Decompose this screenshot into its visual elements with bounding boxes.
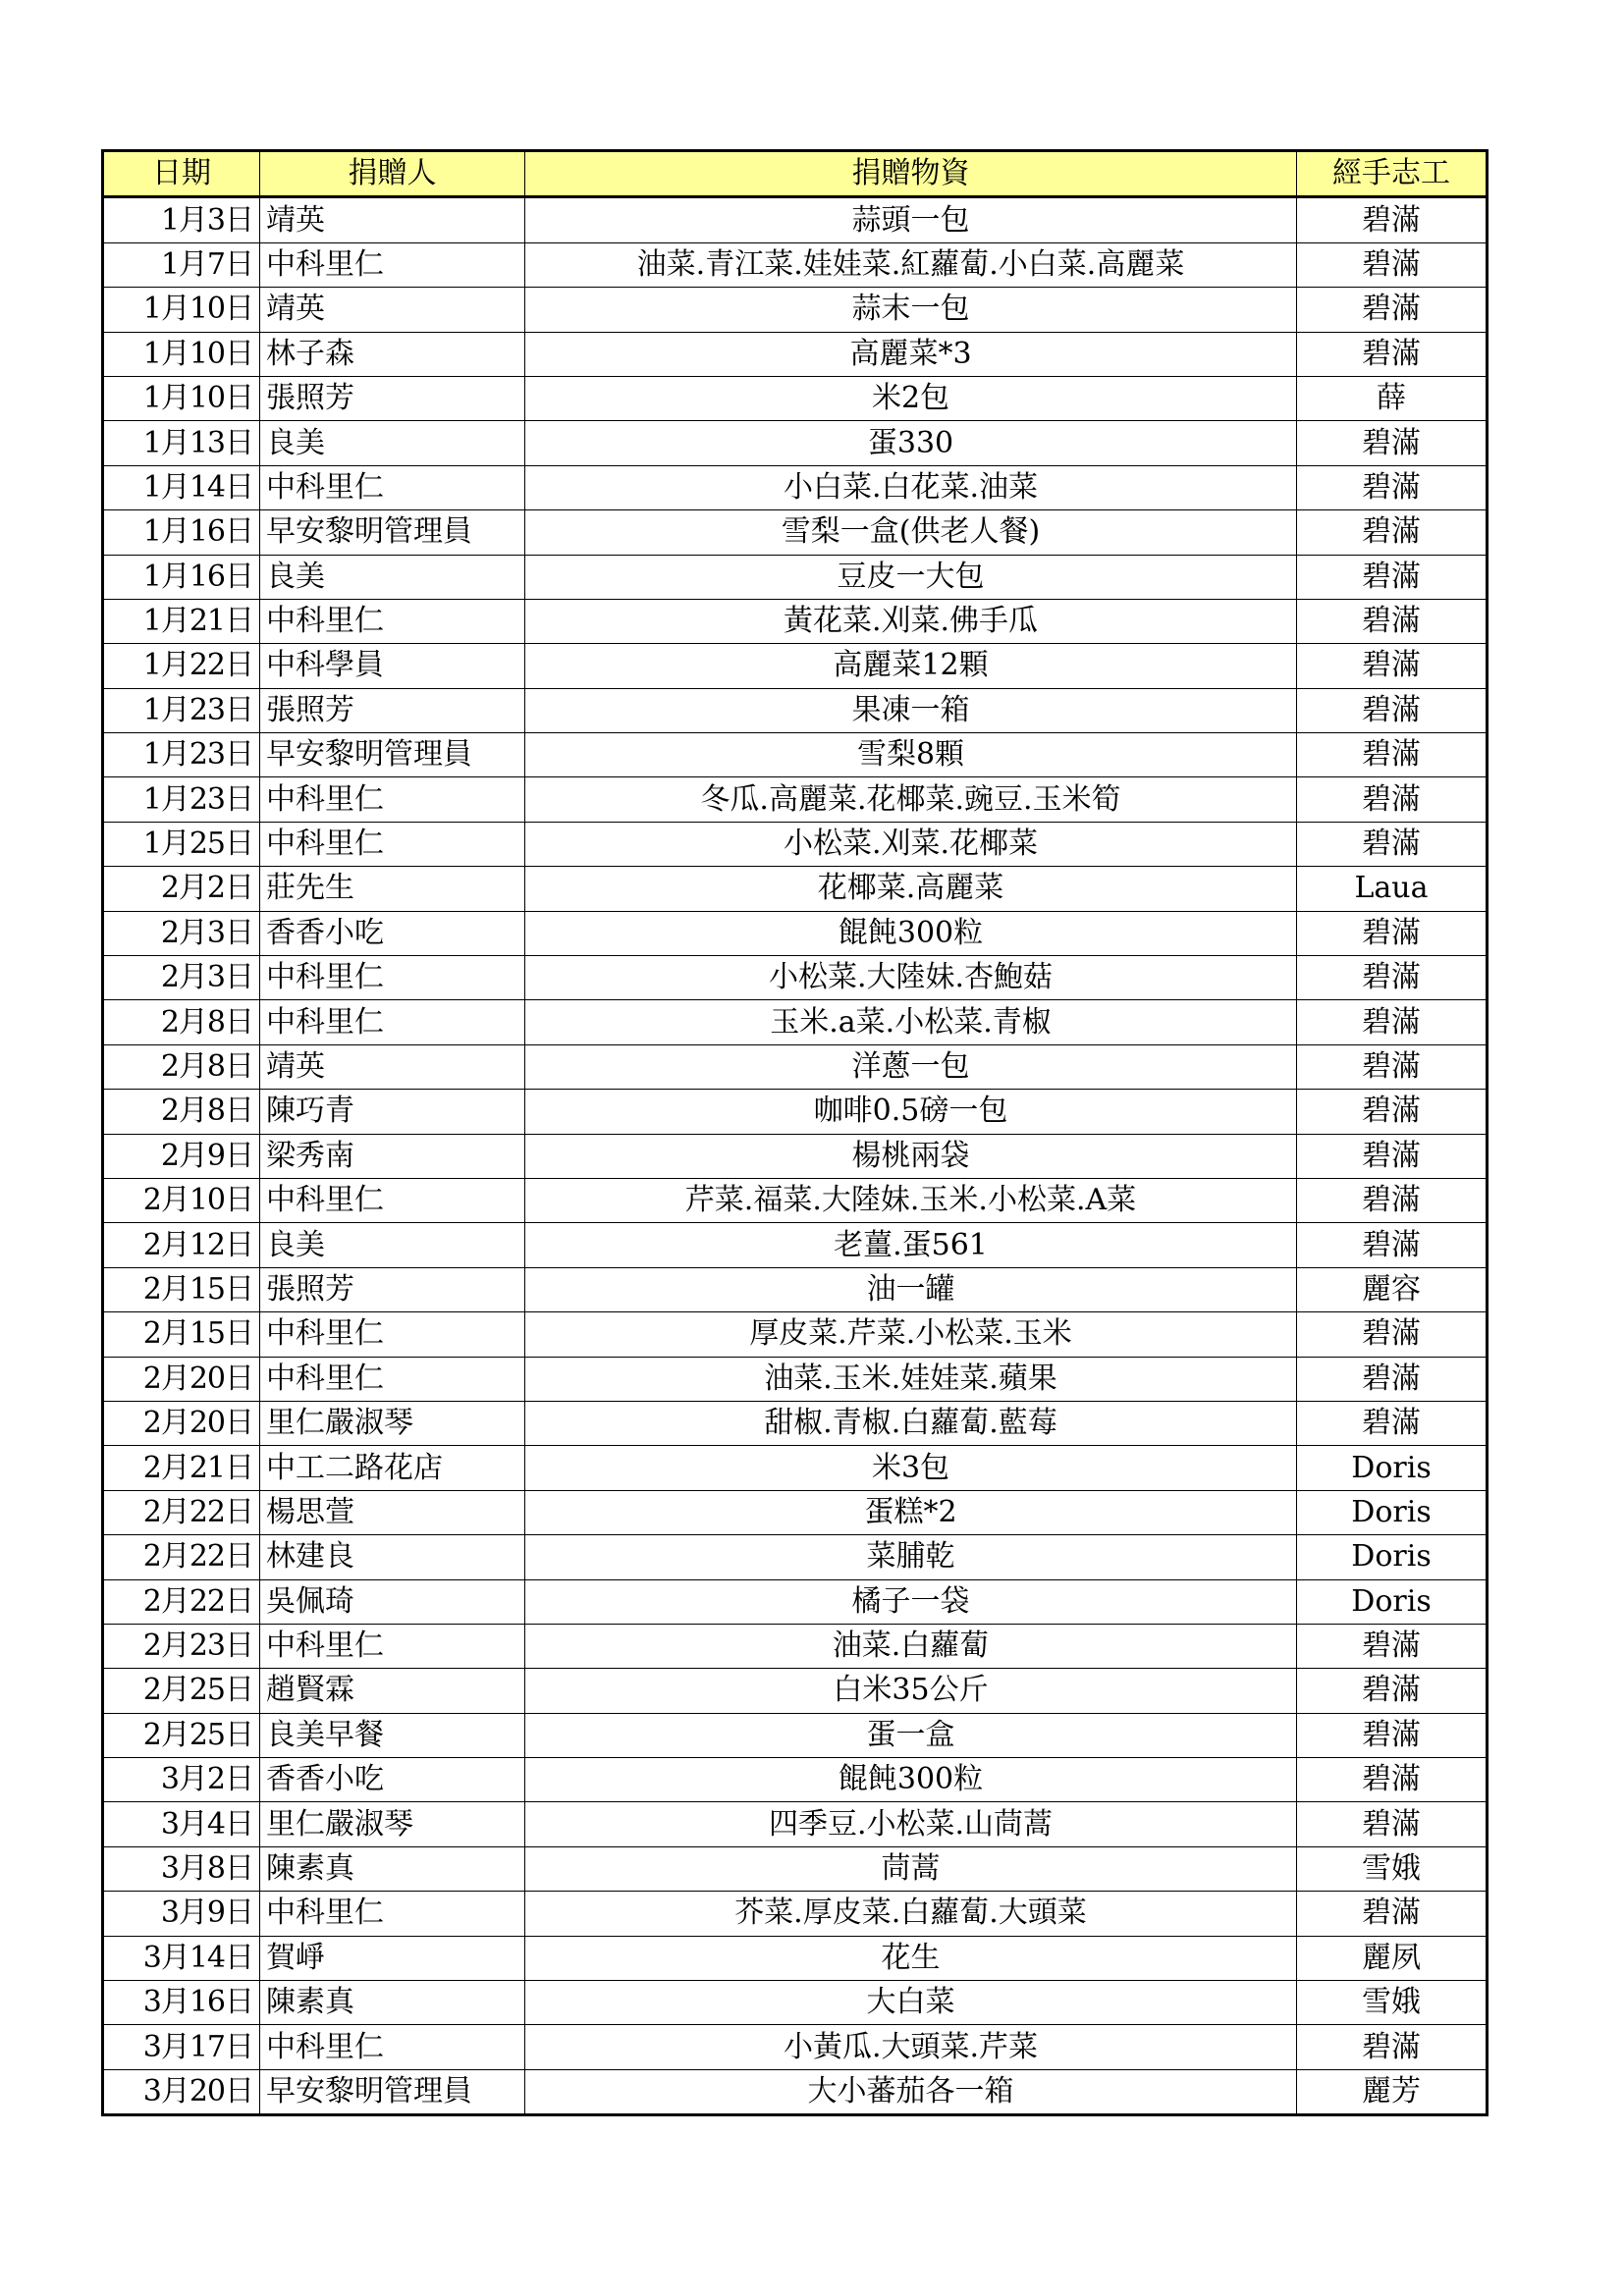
donor-cell: 中科里仁 xyxy=(260,822,525,866)
table-row xyxy=(103,1000,1488,1044)
date-cell: 3月9日 xyxy=(103,1892,260,1936)
volunteer-cell: Laua xyxy=(1297,867,1488,911)
donor-cell: 陳巧青 xyxy=(260,1090,525,1134)
date-cell: 2月25日 xyxy=(103,1669,260,1713)
donor-cell: 楊思萱 xyxy=(260,1490,525,1534)
table-row xyxy=(103,1178,1488,1222)
donor-cell: 中科里仁 xyxy=(260,956,525,1000)
donor-cell: 林建良 xyxy=(260,1535,525,1579)
items-cell: 冬瓜.高麗菜.花椰菜.豌豆.玉米筍 xyxy=(525,777,1297,822)
volunteer-cell: 碧滿 xyxy=(1297,1223,1488,1267)
items-cell: 高麗菜12顆 xyxy=(525,644,1297,688)
items-cell: 油一罐 xyxy=(525,1267,1297,1311)
table-row xyxy=(103,1802,1488,1846)
items-cell: 小白菜.白花菜.油菜 xyxy=(525,465,1297,509)
date-cell: 3月2日 xyxy=(103,1758,260,1802)
table-row xyxy=(103,1981,1488,2025)
table-row xyxy=(103,1223,1488,1267)
volunteer-cell: 碧滿 xyxy=(1297,242,1488,287)
table-row xyxy=(103,644,1488,688)
volunteer-cell: 碧滿 xyxy=(1297,911,1488,955)
volunteer-cell: 麗容 xyxy=(1297,1267,1488,1311)
donor-cell: 早安黎明管理員 xyxy=(260,510,525,555)
header-date: 日期 xyxy=(103,151,260,197)
items-cell: 白米35公斤 xyxy=(525,1669,1297,1713)
donor-cell: 早安黎明管理員 xyxy=(260,733,525,777)
donor-cell: 陳素真 xyxy=(260,1981,525,2025)
donor-cell: 靖英 xyxy=(260,288,525,332)
items-cell: 油菜.青江菜.娃娃菜.紅蘿蔔.小白菜.高麗菜 xyxy=(525,242,1297,287)
items-cell: 菜脯乾 xyxy=(525,1535,1297,1579)
volunteer-cell: 麗夙 xyxy=(1297,1936,1488,1980)
items-cell: 蛋糕*2 xyxy=(525,1490,1297,1534)
donation-table xyxy=(101,149,1489,2116)
items-cell: 油菜.玉米.娃娃菜.蘋果 xyxy=(525,1357,1297,1401)
date-cell: 2月23日 xyxy=(103,1624,260,1668)
volunteer-cell: 碧滿 xyxy=(1297,1802,1488,1846)
donor-cell: 中科里仁 xyxy=(260,1312,525,1357)
date-cell: 2月15日 xyxy=(103,1312,260,1357)
table-row xyxy=(103,1490,1488,1534)
table-row xyxy=(103,332,1488,376)
table-row xyxy=(103,1090,1488,1134)
volunteer-cell: 碧滿 xyxy=(1297,822,1488,866)
items-cell: 餛飩300粒 xyxy=(525,911,1297,955)
table-row xyxy=(103,599,1488,643)
table-row xyxy=(103,1446,1488,1490)
date-cell: 2月12日 xyxy=(103,1223,260,1267)
date-cell: 1月23日 xyxy=(103,688,260,732)
date-cell: 1月16日 xyxy=(103,510,260,555)
volunteer-cell: 薛 xyxy=(1297,376,1488,420)
donor-cell: 中科里仁 xyxy=(260,599,525,643)
donor-cell: 香香小吃 xyxy=(260,911,525,955)
donor-cell: 中科里仁 xyxy=(260,1000,525,1044)
volunteer-cell: 麗芳 xyxy=(1297,2069,1488,2114)
items-cell: 豆皮一大包 xyxy=(525,555,1297,599)
table-row xyxy=(103,867,1488,911)
volunteer-cell: 碧滿 xyxy=(1297,1090,1488,1134)
items-cell: 黃花菜.刈菜.佛手瓜 xyxy=(525,599,1297,643)
donor-cell: 中科里仁 xyxy=(260,1624,525,1668)
volunteer-cell: 碧滿 xyxy=(1297,197,1488,242)
table-row xyxy=(103,1134,1488,1178)
volunteer-cell: 碧滿 xyxy=(1297,733,1488,777)
table-row xyxy=(103,2069,1488,2114)
date-cell: 2月8日 xyxy=(103,1044,260,1089)
date-cell: 2月8日 xyxy=(103,1090,260,1134)
table-row xyxy=(103,1579,1488,1624)
date-cell: 2月22日 xyxy=(103,1490,260,1534)
table-row xyxy=(103,1401,1488,1445)
volunteer-cell: 碧滿 xyxy=(1297,777,1488,822)
date-cell: 2月20日 xyxy=(103,1401,260,1445)
volunteer-cell: 碧滿 xyxy=(1297,465,1488,509)
items-cell: 花生 xyxy=(525,1936,1297,1980)
donor-cell: 良美 xyxy=(260,1223,525,1267)
items-cell: 四季豆.小松菜.山茼蒿 xyxy=(525,1802,1297,1846)
date-cell: 1月13日 xyxy=(103,421,260,465)
table-row xyxy=(103,1624,1488,1668)
volunteer-cell: 碧滿 xyxy=(1297,1758,1488,1802)
items-cell: 雪梨一盒(供老人餐) xyxy=(525,510,1297,555)
donor-cell: 良美早餐 xyxy=(260,1713,525,1757)
donor-cell: 中科學員 xyxy=(260,644,525,688)
date-cell: 1月10日 xyxy=(103,332,260,376)
table-row xyxy=(103,1044,1488,1089)
volunteer-cell: 碧滿 xyxy=(1297,332,1488,376)
items-cell: 老薑.蛋561 xyxy=(525,1223,1297,1267)
items-cell: 米3包 xyxy=(525,1446,1297,1490)
date-cell: 3月4日 xyxy=(103,1802,260,1846)
volunteer-cell: 碧滿 xyxy=(1297,1134,1488,1178)
table-row xyxy=(103,2025,1488,2069)
date-cell: 2月21日 xyxy=(103,1446,260,1490)
items-cell: 蛋330 xyxy=(525,421,1297,465)
items-cell: 果凍一箱 xyxy=(525,688,1297,732)
date-cell: 3月14日 xyxy=(103,1936,260,1980)
volunteer-cell: 碧滿 xyxy=(1297,688,1488,732)
volunteer-cell: 雪娥 xyxy=(1297,1981,1488,2025)
volunteer-cell: 碧滿 xyxy=(1297,956,1488,1000)
items-cell: 蒜頭一包 xyxy=(525,197,1297,242)
items-cell: 芥菜.厚皮菜.白蘿蔔.大頭菜 xyxy=(525,1892,1297,1936)
date-cell: 2月8日 xyxy=(103,1000,260,1044)
donor-cell: 良美 xyxy=(260,421,525,465)
volunteer-cell: Doris xyxy=(1297,1446,1488,1490)
donor-cell: 張照芳 xyxy=(260,1267,525,1311)
date-cell: 3月17日 xyxy=(103,2025,260,2069)
table-row xyxy=(103,777,1488,822)
table-row xyxy=(103,1892,1488,1936)
items-cell: 小松菜.刈菜.花椰菜 xyxy=(525,822,1297,866)
table-row xyxy=(103,376,1488,420)
items-cell: 大白菜 xyxy=(525,1981,1297,2025)
donor-cell: 中科里仁 xyxy=(260,1357,525,1401)
table-row xyxy=(103,1312,1488,1357)
table-row xyxy=(103,1669,1488,1713)
volunteer-cell: Doris xyxy=(1297,1535,1488,1579)
items-cell: 咖啡0.5磅一包 xyxy=(525,1090,1297,1134)
items-cell: 小黃瓜.大頭菜.芹菜 xyxy=(525,2025,1297,2069)
table-row xyxy=(103,1357,1488,1401)
items-cell: 厚皮菜.芹菜.小松菜.玉米 xyxy=(525,1312,1297,1357)
date-cell: 2月25日 xyxy=(103,1713,260,1757)
table-row xyxy=(103,688,1488,732)
volunteer-cell: 碧滿 xyxy=(1297,1178,1488,1222)
date-cell: 1月7日 xyxy=(103,242,260,287)
items-cell: 餛飩300粒 xyxy=(525,1758,1297,1802)
date-cell: 3月20日 xyxy=(103,2069,260,2114)
items-cell: 洋蔥一包 xyxy=(525,1044,1297,1089)
items-cell: 橘子一袋 xyxy=(525,1579,1297,1624)
items-cell: 玉米.a菜.小松菜.青椒 xyxy=(525,1000,1297,1044)
table-row xyxy=(103,956,1488,1000)
volunteer-cell: 碧滿 xyxy=(1297,644,1488,688)
date-cell: 1月10日 xyxy=(103,288,260,332)
volunteer-cell: Doris xyxy=(1297,1579,1488,1624)
table-row xyxy=(103,911,1488,955)
date-cell: 1月23日 xyxy=(103,733,260,777)
date-cell: 1月22日 xyxy=(103,644,260,688)
date-cell: 2月2日 xyxy=(103,867,260,911)
donor-cell: 中科里仁 xyxy=(260,777,525,822)
donor-cell: 張照芳 xyxy=(260,688,525,732)
donor-cell: 中科里仁 xyxy=(260,2025,525,2069)
donor-cell: 中工二路花店 xyxy=(260,1446,525,1490)
volunteer-cell: 碧滿 xyxy=(1297,1669,1488,1713)
donor-cell: 張照芳 xyxy=(260,376,525,420)
items-cell: 花椰菜.高麗菜 xyxy=(525,867,1297,911)
date-cell: 2月22日 xyxy=(103,1535,260,1579)
items-cell: 蛋一盒 xyxy=(525,1713,1297,1757)
table-row xyxy=(103,421,1488,465)
items-cell: 小松菜.大陸妹.杏鮑菇 xyxy=(525,956,1297,1000)
volunteer-cell: 碧滿 xyxy=(1297,1000,1488,1044)
table-row xyxy=(103,288,1488,332)
table-row xyxy=(103,197,1488,242)
date-cell: 1月14日 xyxy=(103,465,260,509)
table-row xyxy=(103,1846,1488,1891)
date-cell: 2月10日 xyxy=(103,1178,260,1222)
donor-cell: 梁秀南 xyxy=(260,1134,525,1178)
date-cell: 2月20日 xyxy=(103,1357,260,1401)
items-cell: 高麗菜*3 xyxy=(525,332,1297,376)
volunteer-cell: 碧滿 xyxy=(1297,421,1488,465)
date-cell: 3月16日 xyxy=(103,1981,260,2025)
volunteer-cell: 碧滿 xyxy=(1297,2025,1488,2069)
table-row xyxy=(103,822,1488,866)
table-row xyxy=(103,242,1488,287)
donor-cell: 吳佩琦 xyxy=(260,1579,525,1624)
date-cell: 2月3日 xyxy=(103,911,260,955)
table-row xyxy=(103,1535,1488,1579)
volunteer-cell: 雪娥 xyxy=(1297,1846,1488,1891)
donor-cell: 早安黎明管理員 xyxy=(260,2069,525,2114)
volunteer-cell: Doris xyxy=(1297,1490,1488,1534)
donor-cell: 里仁嚴淑琴 xyxy=(260,1802,525,1846)
donor-cell: 趙賢霖 xyxy=(260,1669,525,1713)
table-row xyxy=(103,510,1488,555)
table-row xyxy=(103,555,1488,599)
volunteer-cell: 碧滿 xyxy=(1297,510,1488,555)
header-donor: 捐贈人 xyxy=(260,151,525,197)
volunteer-cell: 碧滿 xyxy=(1297,555,1488,599)
donor-cell: 莊先生 xyxy=(260,867,525,911)
items-cell: 米2包 xyxy=(525,376,1297,420)
donor-cell: 靖英 xyxy=(260,197,525,242)
items-cell: 油菜.白蘿蔔 xyxy=(525,1624,1297,1668)
items-cell: 大小蕃茄各一箱 xyxy=(525,2069,1297,2114)
volunteer-cell: 碧滿 xyxy=(1297,1044,1488,1089)
table-row xyxy=(103,1758,1488,1802)
header-items: 捐贈物資 xyxy=(525,151,1297,197)
header-volunteer: 經手志工 xyxy=(1297,151,1488,197)
volunteer-cell: 碧滿 xyxy=(1297,1312,1488,1357)
volunteer-cell: 碧滿 xyxy=(1297,288,1488,332)
date-cell: 1月10日 xyxy=(103,376,260,420)
volunteer-cell: 碧滿 xyxy=(1297,1892,1488,1936)
table-row xyxy=(103,1267,1488,1311)
date-cell: 1月16日 xyxy=(103,555,260,599)
donor-cell: 里仁嚴淑琴 xyxy=(260,1401,525,1445)
table-row xyxy=(103,733,1488,777)
donor-cell: 中科里仁 xyxy=(260,1892,525,1936)
header-row xyxy=(103,151,1488,197)
volunteer-cell: 碧滿 xyxy=(1297,1713,1488,1757)
donor-cell: 香香小吃 xyxy=(260,1758,525,1802)
table-row xyxy=(103,1936,1488,1980)
date-cell: 1月3日 xyxy=(103,197,260,242)
table-body xyxy=(103,197,1488,2115)
volunteer-cell: 碧滿 xyxy=(1297,599,1488,643)
items-cell: 蒜末一包 xyxy=(525,288,1297,332)
date-cell: 2月3日 xyxy=(103,956,260,1000)
donor-cell: 中科里仁 xyxy=(260,1178,525,1222)
table-row xyxy=(103,1713,1488,1757)
date-cell: 2月22日 xyxy=(103,1579,260,1624)
donor-cell: 陳素真 xyxy=(260,1846,525,1891)
donor-cell: 林子森 xyxy=(260,332,525,376)
items-cell: 雪梨8顆 xyxy=(525,733,1297,777)
date-cell: 1月21日 xyxy=(103,599,260,643)
items-cell: 楊桃兩袋 xyxy=(525,1134,1297,1178)
donor-cell: 中科里仁 xyxy=(260,242,525,287)
date-cell: 1月25日 xyxy=(103,822,260,866)
donor-cell: 中科里仁 xyxy=(260,465,525,509)
table-row xyxy=(103,465,1488,509)
items-cell: 芹菜.福菜.大陸妹.玉米.小松菜.A菜 xyxy=(525,1178,1297,1222)
volunteer-cell: 碧滿 xyxy=(1297,1401,1488,1445)
donor-cell: 良美 xyxy=(260,555,525,599)
items-cell: 茼蒿 xyxy=(525,1846,1297,1891)
volunteer-cell: 碧滿 xyxy=(1297,1357,1488,1401)
donor-cell: 賀崢 xyxy=(260,1936,525,1980)
date-cell: 2月15日 xyxy=(103,1267,260,1311)
date-cell: 1月23日 xyxy=(103,777,260,822)
items-cell: 甜椒.青椒.白蘿蔔.藍莓 xyxy=(525,1401,1297,1445)
date-cell: 3月8日 xyxy=(103,1846,260,1891)
volunteer-cell: 碧滿 xyxy=(1297,1624,1488,1668)
donor-cell: 靖英 xyxy=(260,1044,525,1089)
date-cell: 2月9日 xyxy=(103,1134,260,1178)
